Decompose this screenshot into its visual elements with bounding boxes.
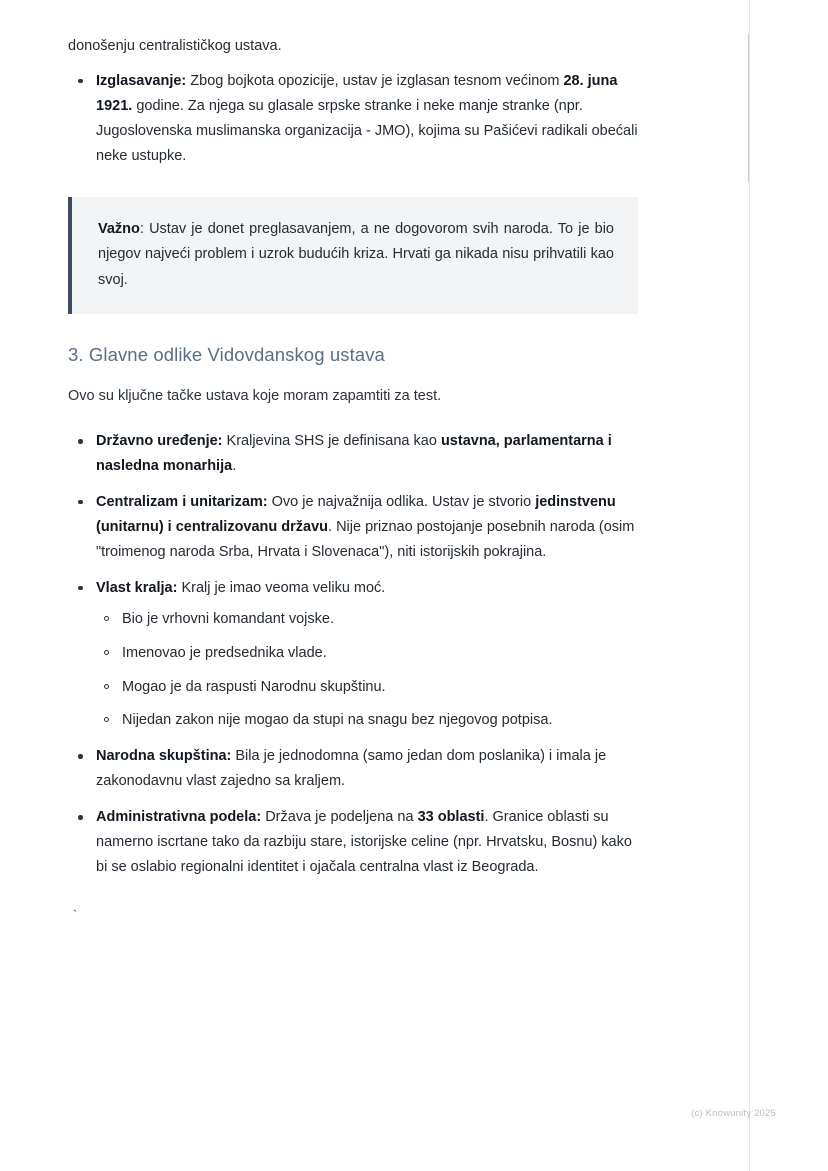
feature-bold: 33 oblasti	[417, 809, 485, 826]
table-row	[68, 576, 638, 734]
right-gutter	[749, 0, 828, 1171]
stray-character: `	[71, 908, 79, 924]
list-item: Nijedan zakon nije mogao da stupi na snagu bez njegovog potpisa.	[96, 708, 638, 733]
list-item-lead: Izglasavanje:	[96, 72, 187, 89]
feature-text-1: Bila je jednodomna (samo jedan dom poslanika) i imala je zakonodavnu vlast zajedno sa kraljem.	[96, 748, 607, 790]
list-item-bold-inline: 28. juna 1921.	[96, 72, 618, 114]
list-item	[68, 69, 638, 169]
list-item: Bio je vrhovni komandant vojske.	[96, 607, 638, 632]
feature-text-1: Ovo je najvažnija odlika. Ustav je stvorio	[267, 493, 536, 510]
table-row	[68, 490, 638, 565]
table-row	[68, 744, 638, 794]
feature-text-1: Država je podeljena na	[261, 809, 418, 826]
top-paragraph: donošenju centralističkog ustava.	[68, 38, 282, 54]
callout-text: : Ustav je donet preglasavanjem, a ne dogovorom svih naroda. To je bio njegov najveći problem i uzrok budućih kriza. Hrvati ga nikada nisu prihvatili kao svoj.	[98, 220, 614, 289]
feature-lead: Narodna skupština:	[96, 748, 232, 765]
section-intro: Ovo su ključne tačke ustava koje moram zapamtiti za test.	[68, 388, 442, 405]
callout-paragraph	[98, 217, 614, 294]
features-list	[68, 429, 638, 880]
feature-lead: Administrativna podela:	[96, 809, 262, 826]
section-heading: 3. Glavne odlike Vidovdanskog ustava	[68, 344, 385, 366]
voting-list	[68, 69, 638, 169]
callout-label: Važno	[98, 220, 140, 237]
feature-text-2: . Granice oblasti su namerno iscrtane tako da razbiju stare, istorijske celine (npr. Hrvatsku, Bosnu) kako bi se oslabio regionalni identitet i ojačala centralna vlast iz Beograda.	[96, 809, 632, 876]
document-content	[68, 34, 638, 923]
important-callout	[68, 197, 638, 314]
feature-text-2: .	[232, 457, 237, 474]
feature-lead: Vlast kralja:	[96, 579, 178, 596]
feature-bold: jedinstvenu (unitarnu) i centralizovanu državu	[96, 493, 616, 535]
feature-bold: ustavna, parlamentarna i nasledna monarhija	[96, 433, 612, 474]
feature-text-2: . Nije priznao postojanje posebnih naroda (osim "troimenog naroda Srba, Hrvata i Slovenaca"), niti istorijskih pokrajina.	[96, 518, 635, 560]
feature-lead: Državno uređenje:	[96, 433, 223, 450]
feature-text-1: Kraljevina SHS je definisana kao	[222, 433, 441, 450]
list-item: Imenovao je predsednika vlade.	[96, 641, 638, 666]
king-powers-list	[96, 607, 638, 734]
feature-lead: Centralizam i unitarizam:	[96, 493, 268, 510]
table-row	[68, 805, 638, 880]
list-item-text-1: Zbog bojkota opozicije, ustav je izglasan tesnom većinom	[186, 72, 564, 89]
list-item-text-2: godine. Za njega su glasale srpske stranke i neke manje stranke (npr. Jugoslovenska muslimanska organizacija - JMO), kojima su Pašićevi radikali obećali neke ustupke.	[96, 97, 638, 164]
table-row	[68, 429, 638, 479]
feature-text-1: Kralj je imao veoma veliku moć.	[177, 579, 386, 596]
footer-credit: (c) Knowunity 2025	[691, 1108, 776, 1119]
list-item: Mogao je da raspusti Narodnu skupštinu.	[96, 675, 638, 700]
